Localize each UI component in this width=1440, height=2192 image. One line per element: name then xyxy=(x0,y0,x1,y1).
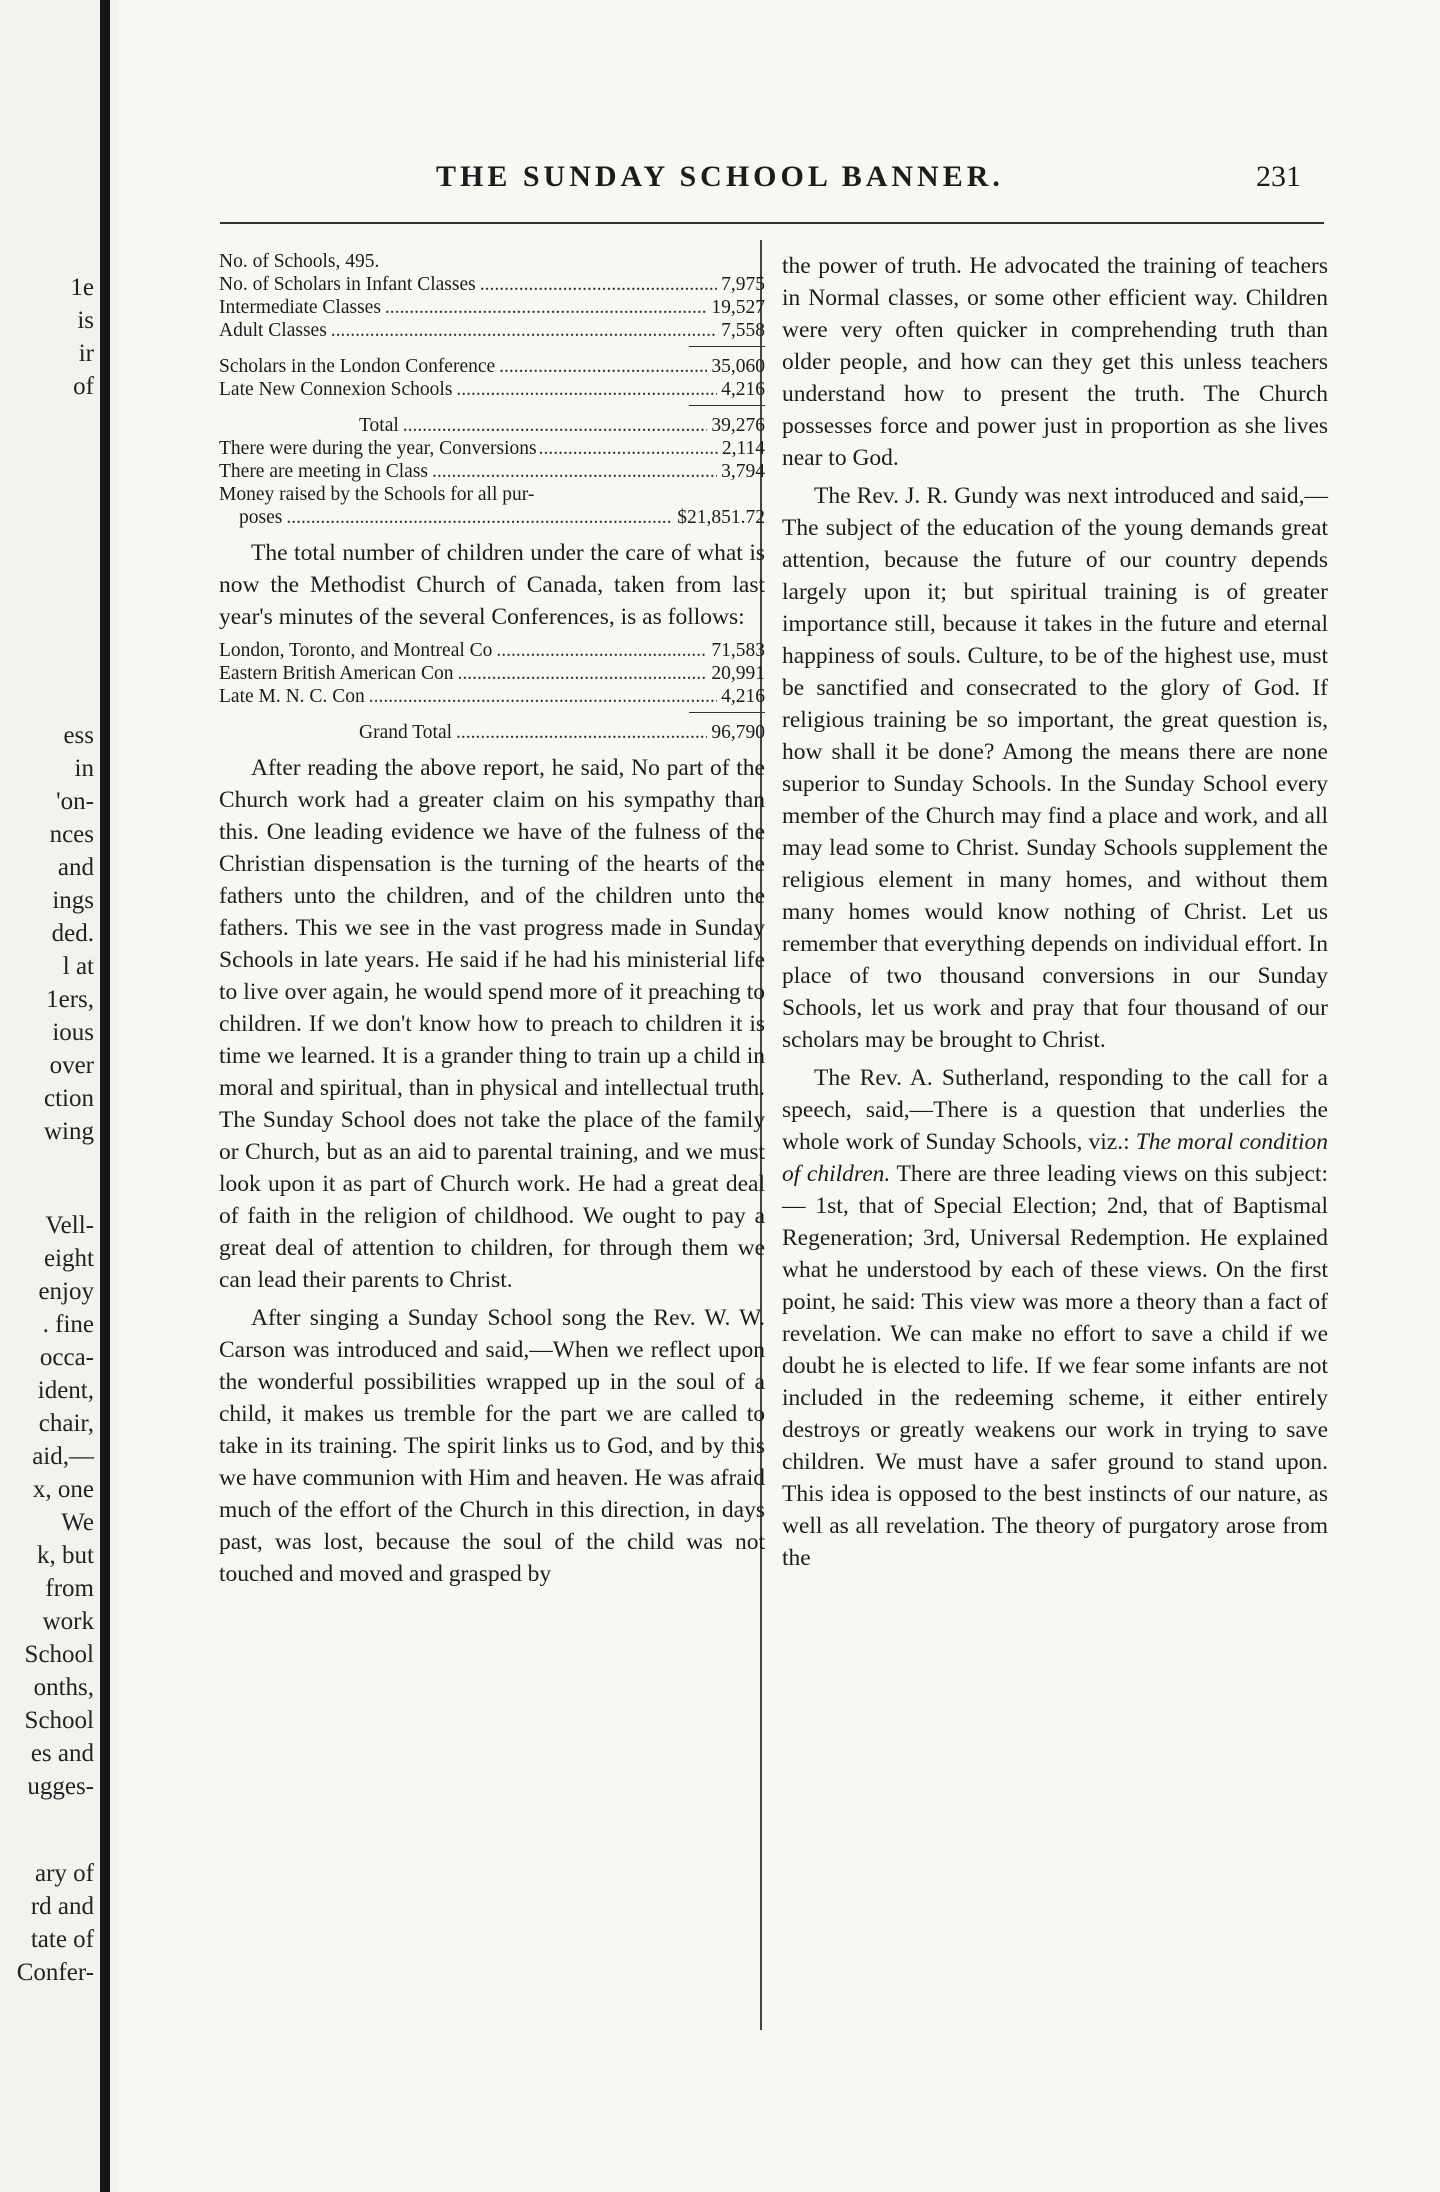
book-spine xyxy=(100,0,110,2192)
facing-page-fragment: 'on- xyxy=(56,788,94,815)
facing-page-fragment: is xyxy=(77,307,94,334)
page xyxy=(118,0,1440,2192)
facing-page-fragment: ir xyxy=(78,340,94,367)
stat-row: Late New Connexion Schools ..... 4,216 xyxy=(219,378,765,401)
facing-page-fragment: ugges- xyxy=(27,1773,94,1800)
paragraph: The total number of children under the care of what is now the Methodist Church of Canada, taken from last year's minutes of the several Conferences, is as follows: xyxy=(219,540,765,630)
facing-page-fragment: chair, xyxy=(38,1410,94,1437)
facing-page-fragment: es and xyxy=(30,1740,94,1767)
facing-page-fragment: enjoy xyxy=(38,1278,94,1305)
statistics-table xyxy=(219,250,765,529)
sum-rule xyxy=(689,346,765,347)
facing-page-fragment: wing xyxy=(44,1118,94,1145)
stat-total: Total ..... 39,276 xyxy=(219,414,765,437)
facing-page-fragment: School xyxy=(24,1707,94,1734)
facing-page-fragment: ded. xyxy=(51,920,94,947)
facing-page-fragment: x, one xyxy=(32,1476,94,1503)
conf-row: London, Toronto, and Montreal Co ..... 71,583 xyxy=(219,639,765,662)
facing-page-gutter xyxy=(0,0,118,2192)
facing-page-fragment: nces xyxy=(49,821,94,848)
facing-page-fragment: occa- xyxy=(39,1344,94,1371)
paragraph: The Rev. J. R. Gundy was next introduced and said,—The subject of the education of the young demands great attention, because the future of our country depends largely upon it; but spiritual training is of greater importance still, because it takes in the future and eternal happiness of souls. Culture, to be of the highest use, must be sanctified and consecrated to the glory of God. If religious training be so important, the great question is, how shall it be done? Among the means there are none superior to Sunday Schools. In the Sunday School every member of the Church may find a place and work, and all may lead some to Christ. Sunday Schools supplement the religious element in many homes, and without them many homes would know nothing of Christ. Let us remember that everything depends on individual effort. In place of two thousand conversions in our Sunday Schools, let us work and pray that four thousand of our scholars may be brought to Christ. xyxy=(782,483,1328,1053)
left-column xyxy=(219,250,765,1596)
sum-rule xyxy=(689,405,765,406)
facing-page-fragment: Vell- xyxy=(45,1212,94,1239)
conf-row: Eastern British American Con ..... 20,991 xyxy=(219,662,765,685)
facing-page-fragment: rd and xyxy=(30,1893,94,1920)
stat-money: poses ..... $21,851.72 xyxy=(219,506,765,529)
facing-page-fragment: ious xyxy=(52,1019,94,1046)
facing-page-fragment: 1e xyxy=(70,274,94,301)
facing-page-fragment: tate of xyxy=(30,1926,94,1953)
facing-page-fragment: work xyxy=(42,1608,94,1635)
facing-page-fragment: ident, xyxy=(37,1377,94,1404)
facing-page-fragment: aid,— xyxy=(32,1443,94,1470)
facing-page-fragment: over xyxy=(49,1052,94,1079)
facing-page-fragment: ess xyxy=(63,722,94,749)
page-number: 231 xyxy=(1256,160,1301,193)
facing-page-fragment: . fine xyxy=(42,1311,94,1338)
stat-money-label: Money raised by the Schools for all pur- xyxy=(219,484,535,505)
right-column xyxy=(782,250,1328,1580)
paragraph: After singing a Sunday School song the Rev. W. W. Carson was introduced and said,—When we reflect upon the wonderful possibilities wrapped up in the soul of a child, it makes us tremble for the part we are called to take in its training. The spirit links us to God, and by this we have communion with Him and heaven. He was afraid much of the effort of the Church in this direction, in days past, was lost, because the soul of the child was not touched and moved and grasped by xyxy=(219,1305,765,1587)
facing-page-fragment: onths, xyxy=(33,1674,94,1701)
facing-page-fragment: School xyxy=(24,1641,94,1668)
italic-phrase: The moral condition of children. xyxy=(782,1129,1329,1187)
facing-page-fragment: in xyxy=(74,755,94,782)
facing-page-fragment: ction xyxy=(44,1085,94,1112)
grand-total: Grand Total ..... 96,790 xyxy=(219,721,765,744)
stat-row: Scholars in the London Conference ..... 35,060 xyxy=(219,355,765,378)
facing-page-fragment: l at xyxy=(62,953,94,980)
stat-row: There are meeting in Class ..... 3,794 xyxy=(219,460,765,483)
facing-page-fragment: ary of xyxy=(35,1860,94,1887)
facing-page-fragment: from xyxy=(45,1575,94,1602)
header-rule xyxy=(220,222,1324,224)
facing-page-fragment: of xyxy=(73,373,94,400)
running-head xyxy=(118,160,1440,200)
paragraph: The Rev. A. Sutherland, responding to the call for a speech, said,—There is a question that underlies the whole work of Sunday Schools, viz.: The moral condition of children. There are three leading views on this subject: — 1st, that of Special Election; 2nd, that of Baptismal Regeneration; 3rd, Universal Redemption. He explained what he understood by each of these views. On the first point, he said: This view was more a theory than a fact of revelation. We can make no effort to save a child if we doubt he is elected to life. If we fear some infants are not included in the redeeming scheme, it either entirely destroys or greatly weakens our work in trying to save children. We must have a safer ground to stand upon. This idea is opposed to the best instincts of our nature, as well as all revelation. The theory of purgatory arose from the xyxy=(782,1065,1329,1571)
stat-row: Intermediate Classes ..... 19,527 xyxy=(219,296,765,319)
stat-row: No. of Scholars in Infant Classes ..... 7,975 xyxy=(219,273,765,296)
conference-table xyxy=(219,639,765,744)
facing-page-fragment: and xyxy=(57,854,94,881)
running-title: THE SUNDAY SCHOOL BANNER. xyxy=(436,160,1004,193)
stat-row: There were during the year, Conversions ..... 2,114 xyxy=(219,437,765,460)
facing-page-fragment: 1ers, xyxy=(46,986,94,1013)
stat-schools: No. of Schools, 495. xyxy=(219,251,380,272)
facing-page-fragment: k, but xyxy=(37,1542,94,1569)
facing-page-fragment: We xyxy=(61,1509,94,1536)
conf-row: Late M. N. C. Con ..... 4,216 xyxy=(219,685,765,708)
stat-row: Adult Classes ..... 7,558 xyxy=(219,319,765,342)
paragraph: After reading the above report, he said, No part of the Church work had a greater claim on his sympathy than this. One leading evidence we have of the fulness of the Christian dispensation is the turning of the hearts of the fathers unto the children, and of the children unto the fathers. This we see in the vast progress made in Sunday Schools in late years. He said if he had his ministerial life to live over again, he would spend more of it preaching to children. If we don't know how to preach to children it is time we learned. It is a grander thing to train up a child in moral and spiritual, than in physical and intellectual truth. The Sunday School does not take the place of the family or Church, but as an aid to parental training, and we must look upon it as part of Church work. He had a great deal of faith in the religion of childhood. We ought to pay a great deal of attention to children, for through them we can lead their parents to Christ. xyxy=(219,755,765,1293)
sum-rule xyxy=(689,712,765,713)
facing-page-fragment: eight xyxy=(44,1245,94,1272)
facing-page-fragment: Confer- xyxy=(16,1959,94,1986)
facing-page-fragment: ings xyxy=(52,887,94,914)
paragraph: the power of truth. He advocated the training of teachers in Normal classes, or some other efficient way. Children were very often quicker in comprehending truth than older people, and how can they get this unless teachers understand how to present the truth. The Church possesses force and power just in proportion as she lives near to God. xyxy=(782,253,1328,471)
